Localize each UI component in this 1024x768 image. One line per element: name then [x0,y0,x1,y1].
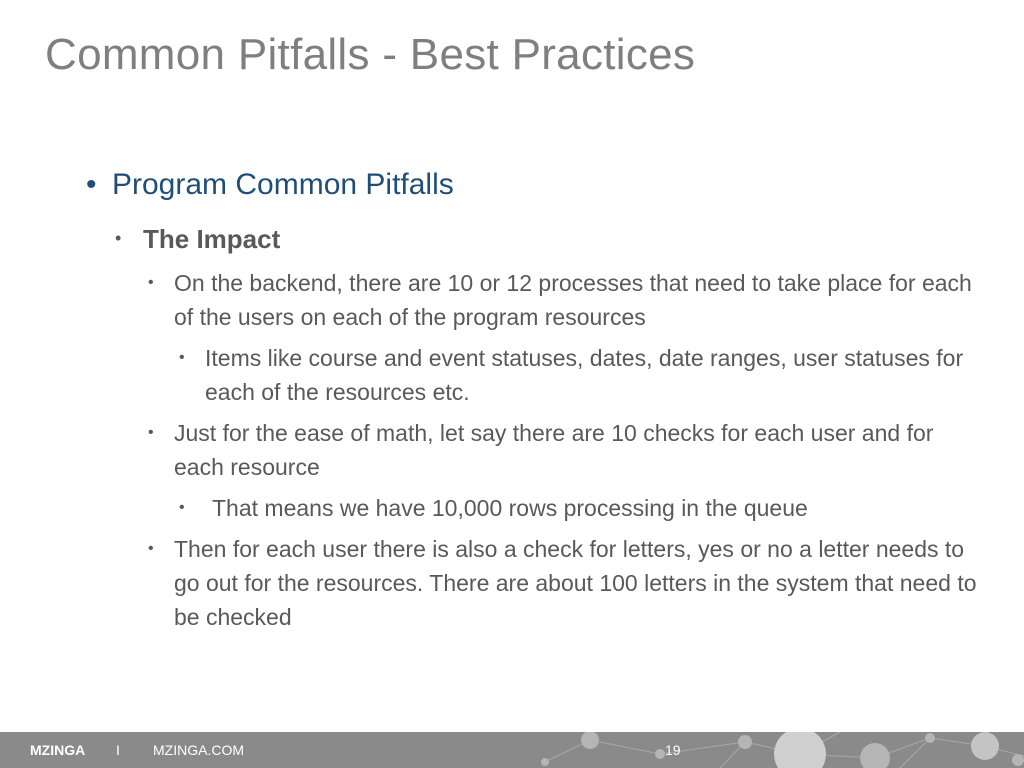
footer-brand: MZINGA [30,742,86,758]
bullet-dot-icon: • [179,349,185,366]
bullet-dot-icon: • [148,424,154,441]
sub-bullet-point-text: Items like course and event statuses, dates, date ranges, user statuses for each of the resources etc. [205,345,964,405]
footer-bar [0,732,1024,768]
footer-website-link[interactable]: MZINGA.COM [153,742,244,758]
bullet-level2 [115,224,281,255]
bullet-point [148,266,984,334]
slide-title: Common Pitfalls - Best Practices [45,30,696,79]
sub-bullet-point [179,491,972,525]
bullet-level1-text: Program Common Pitfalls [112,168,454,201]
bullet-dot-icon: • [148,274,154,291]
bullet-point-text: Just for the ease of math, let say there are 10 checks for each user and for each resource [174,420,934,480]
bullet-point [148,416,984,484]
sub-bullet-point-text: That means we have 10,000 rows processing in the queue [212,495,808,521]
bullet-dot-icon: • [86,168,97,201]
bullet-level2-text: The Impact [143,224,281,254]
bullet-dot-icon: • [148,540,154,557]
bullet-dot-icon: • [115,228,122,248]
bullet-point-text: On the backend, there are 10 or 12 processes that need to take place for each of the users on each of the program resources [174,270,972,330]
bullet-point [148,532,984,634]
bullet-point-text: Then for each user there is also a check for letters, yes or no a letter needs to go out for the resources. There are about 100 letters in the system that need to be checked [174,536,977,630]
footer-separator: I [116,742,120,758]
bullet-level1 [86,168,454,202]
sub-bullet-point [179,341,965,409]
bullet-dot-icon: • [179,499,185,516]
page-number: 19 [665,742,681,758]
